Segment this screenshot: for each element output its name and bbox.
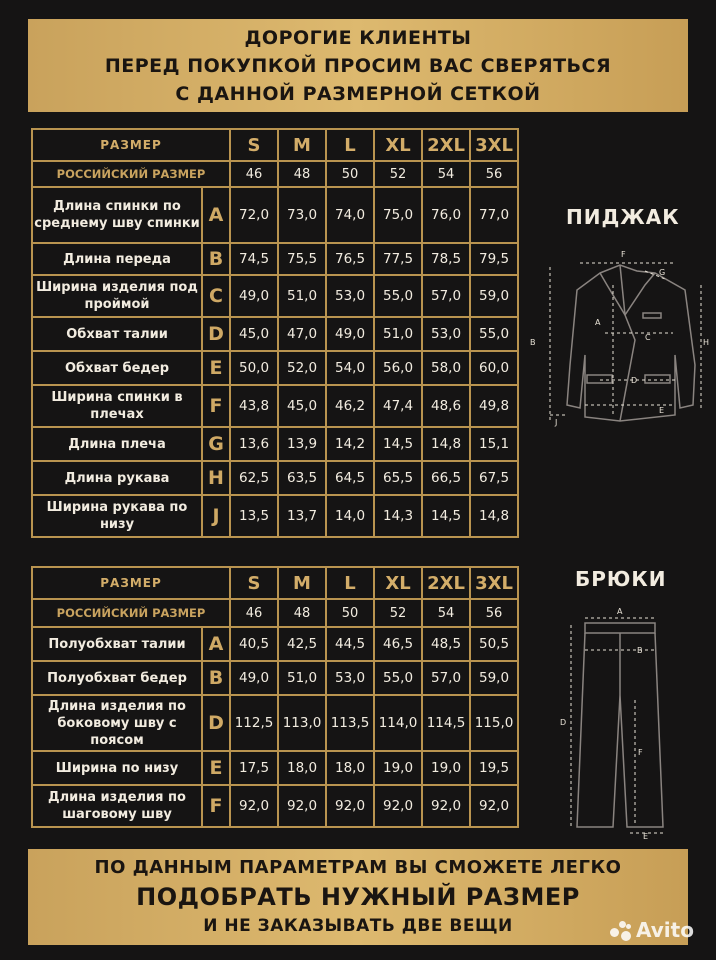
trousers-measurement-value: 18,0 — [326, 751, 374, 785]
trousers-size-0: S — [230, 567, 278, 599]
trousers-measurement-letter: E — [202, 751, 230, 785]
jacket-measurement-value: 55,0 — [470, 317, 518, 351]
trousers-measurement-label: Полуобхват талии — [32, 627, 202, 661]
jacket-title: ПИДЖАК — [566, 205, 680, 229]
jacket-measurement-value: 47,4 — [374, 385, 422, 427]
trousers-measurement-value: 92,0 — [326, 785, 374, 827]
footer-line-2: ПОДОБРАТЬ НУЖНЫЙ РАЗМЕР — [136, 883, 580, 911]
trousers-measurement-value: 48,5 — [422, 627, 470, 661]
trousers-ru-size-row — [32, 599, 518, 627]
jacket-measurement-row — [32, 385, 518, 427]
trousers-measurement-row — [32, 627, 518, 661]
trousers-measurement-value: 92,0 — [278, 785, 326, 827]
jacket-measurement-label: Ширина рукава по низу — [32, 495, 202, 537]
avito-logo-icon — [610, 919, 632, 941]
footer-line-3: И НЕ ЗАКАЗЫВАТЬ ДВЕ ВЕЩИ — [203, 916, 513, 936]
jacket-measurement-letter: F — [202, 385, 230, 427]
jacket-diagram — [525, 245, 715, 430]
trousers-measurement-value: 50,5 — [470, 627, 518, 661]
trousers-measurement-row — [32, 785, 518, 827]
jacket-diagram-label-b: B — [530, 338, 536, 347]
trousers-measurement-value: 59,0 — [470, 661, 518, 695]
jacket-measurement-value: 52,0 — [278, 351, 326, 385]
trousers-size-5: 3XL — [470, 567, 518, 599]
trousers-size-4: 2XL — [422, 567, 470, 599]
jacket-measurement-value: 50,0 — [230, 351, 278, 385]
trousers-measurement-label: Полуобхват бедер — [32, 661, 202, 695]
jacket-measurement-value: 13,9 — [278, 427, 326, 461]
trousers-diagram-label-f: F — [638, 748, 643, 757]
jacket-size-3: XL — [374, 129, 422, 161]
trousers-measurement-value: 19,0 — [422, 751, 470, 785]
header-banner — [28, 19, 688, 112]
jacket-diagram-label-c: C — [645, 333, 651, 342]
trousers-measurement-value: 46,5 — [374, 627, 422, 661]
jacket-measurement-value: 51,0 — [278, 275, 326, 317]
jacket-diagram-label-f: F — [621, 250, 626, 259]
jacket-measurement-value: 14,0 — [326, 495, 374, 537]
jacket-measurement-value: 45,0 — [278, 385, 326, 427]
jacket-measurement-value: 74,0 — [326, 187, 374, 243]
jacket-measurement-value: 58,0 — [422, 351, 470, 385]
jacket-size-4: 2XL — [422, 129, 470, 161]
jacket-measurement-label: Длина спинки по среднему шву спинки — [32, 187, 202, 243]
jacket-measurement-value: 45,0 — [230, 317, 278, 351]
jacket-measurement-label: Ширина изделия под проймой — [32, 275, 202, 317]
jacket-measurement-value: 67,5 — [470, 461, 518, 495]
jacket-measurement-label: Обхват талии — [32, 317, 202, 351]
trousers-diagram-label-b: B — [637, 646, 643, 655]
trousers-measurement-value: 44,5 — [326, 627, 374, 661]
jacket-measurement-value: 77,5 — [374, 243, 422, 275]
jacket-measurement-value: 79,5 — [470, 243, 518, 275]
jacket-diagram-label-g: G — [659, 268, 666, 277]
jacket-measurement-value: 14,3 — [374, 495, 422, 537]
jacket-measurement-value: 51,0 — [374, 317, 422, 351]
jacket-measurement-value: 14,8 — [470, 495, 518, 537]
jacket-measurement-value: 59,0 — [470, 275, 518, 317]
trousers-measurement-value: 18,0 — [278, 751, 326, 785]
jacket-measurement-value: 49,0 — [326, 317, 374, 351]
jacket-size-1: M — [278, 129, 326, 161]
trousers-header-row — [32, 567, 518, 599]
jacket-measurement-value: 62,5 — [230, 461, 278, 495]
trousers-measurement-value: 51,0 — [278, 661, 326, 695]
trousers-measurement-value: 19,0 — [374, 751, 422, 785]
trousers-measurement-value: 113,0 — [278, 695, 326, 751]
avito-watermark-text: Avito — [636, 918, 694, 942]
jacket-measurement-value: 49,8 — [470, 385, 518, 427]
trousers-ru-size-4: 54 — [422, 599, 470, 627]
trousers-measurement-label: Длина изделия по боковому шву с поясом — [32, 695, 202, 751]
jacket-measurement-row — [32, 187, 518, 243]
jacket-measurement-value: 55,0 — [374, 275, 422, 317]
trousers-measurement-row — [32, 751, 518, 785]
jacket-measurement-row — [32, 243, 518, 275]
trousers-measurement-letter: B — [202, 661, 230, 695]
jacket-ru-size-1: 48 — [278, 161, 326, 187]
jacket-measurement-row — [32, 427, 518, 461]
trousers-ru-size-label: РОССИЙСКИЙ РАЗМЕР — [32, 599, 230, 627]
jacket-measurement-letter: A — [202, 187, 230, 243]
trousers-measurement-value: 113,5 — [326, 695, 374, 751]
jacket-size-table — [31, 128, 519, 538]
jacket-measurement-value: 57,0 — [422, 275, 470, 317]
jacket-measurement-label: Обхват бедер — [32, 351, 202, 385]
jacket-measurement-value: 60,0 — [470, 351, 518, 385]
jacket-measurement-value: 49,0 — [230, 275, 278, 317]
jacket-diagram-label-d: D — [631, 376, 638, 385]
jacket-diagram-label-h: H — [703, 338, 710, 347]
trousers-measurement-value: 49,0 — [230, 661, 278, 695]
jacket-measurement-value: 72,0 — [230, 187, 278, 243]
jacket-ru-size-5: 56 — [470, 161, 518, 187]
jacket-size-5: 3XL — [470, 129, 518, 161]
trousers-measurement-label: Ширина по низу — [32, 751, 202, 785]
jacket-measurement-letter: G — [202, 427, 230, 461]
jacket-size-0: S — [230, 129, 278, 161]
jacket-measurement-value: 74,5 — [230, 243, 278, 275]
trousers-measurement-value: 19,5 — [470, 751, 518, 785]
trousers-measurement-value: 114,5 — [422, 695, 470, 751]
jacket-ru-size-row — [32, 161, 518, 187]
header-line-1: ДОРОГИЕ КЛИЕНТЫ — [244, 26, 472, 49]
jacket-measurement-label: Длина плеча — [32, 427, 202, 461]
jacket-measurement-value: 46,2 — [326, 385, 374, 427]
trousers-diagram-label-e: E — [643, 832, 649, 840]
jacket-measurement-value: 75,5 — [278, 243, 326, 275]
jacket-measurement-value: 13,5 — [230, 495, 278, 537]
avito-watermark — [610, 918, 694, 942]
jacket-measurement-letter: H — [202, 461, 230, 495]
trousers-measurement-letter: A — [202, 627, 230, 661]
trousers-ru-size-1: 48 — [278, 599, 326, 627]
trousers-ru-size-3: 52 — [374, 599, 422, 627]
trousers-size-1: M — [278, 567, 326, 599]
jacket-measurement-row — [32, 275, 518, 317]
jacket-measurement-value: 53,0 — [422, 317, 470, 351]
trousers-measurement-value: 40,5 — [230, 627, 278, 661]
trousers-measurement-value: 92,0 — [470, 785, 518, 827]
trousers-size-3: XL — [374, 567, 422, 599]
jacket-measurement-letter: C — [202, 275, 230, 317]
trousers-measurement-value: 112,5 — [230, 695, 278, 751]
trousers-measurement-letter: D — [202, 695, 230, 751]
trousers-measurement-value: 55,0 — [374, 661, 422, 695]
jacket-measurement-value: 43,8 — [230, 385, 278, 427]
jacket-measurement-value: 56,0 — [374, 351, 422, 385]
jacket-measurement-value: 14,5 — [422, 495, 470, 537]
jacket-measurement-value: 65,5 — [374, 461, 422, 495]
trousers-ru-size-2: 50 — [326, 599, 374, 627]
jacket-measurement-letter: B — [202, 243, 230, 275]
trousers-measurement-value: 114,0 — [374, 695, 422, 751]
jacket-measurement-label: Длина рукава — [32, 461, 202, 495]
jacket-measurement-value: 64,5 — [326, 461, 374, 495]
jacket-measurement-value: 54,0 — [326, 351, 374, 385]
trousers-measurement-value: 115,0 — [470, 695, 518, 751]
trousers-ru-size-5: 56 — [470, 599, 518, 627]
trousers-diagram-label-a: A — [617, 607, 623, 616]
jacket-measurement-row — [32, 317, 518, 351]
jacket-measurement-row — [32, 495, 518, 537]
trousers-ru-size-0: 46 — [230, 599, 278, 627]
jacket-measurement-value: 48,6 — [422, 385, 470, 427]
jacket-size-label: РАЗМЕР — [32, 129, 230, 161]
footer-banner — [28, 849, 688, 945]
jacket-measurement-value: 76,0 — [422, 187, 470, 243]
jacket-measurement-value: 73,0 — [278, 187, 326, 243]
trousers-measurement-value: 53,0 — [326, 661, 374, 695]
jacket-measurement-value: 13,7 — [278, 495, 326, 537]
trousers-size-table — [31, 566, 519, 828]
trousers-title: БРЮКИ — [575, 567, 667, 591]
trousers-size-2: L — [326, 567, 374, 599]
jacket-measurement-value: 14,5 — [374, 427, 422, 461]
trousers-measurement-label: Длина изделия по шаговому шву — [32, 785, 202, 827]
jacket-measurement-value: 66,5 — [422, 461, 470, 495]
jacket-measurement-value: 53,0 — [326, 275, 374, 317]
jacket-diagram-label-a: A — [595, 318, 601, 327]
jacket-ru-size-4: 54 — [422, 161, 470, 187]
trousers-measurement-row — [32, 661, 518, 695]
trousers-diagram — [555, 605, 685, 840]
jacket-measurement-value: 76,5 — [326, 243, 374, 275]
jacket-measurement-row — [32, 461, 518, 495]
jacket-size-2: L — [326, 129, 374, 161]
jacket-diagram-label-e: E — [659, 406, 665, 415]
jacket-measurement-value: 78,5 — [422, 243, 470, 275]
jacket-measurement-value: 13,6 — [230, 427, 278, 461]
jacket-measurement-value: 75,0 — [374, 187, 422, 243]
jacket-measurement-letter: D — [202, 317, 230, 351]
jacket-ru-size-3: 52 — [374, 161, 422, 187]
trousers-diagram-label-d: D — [560, 718, 567, 727]
trousers-measurement-value: 92,0 — [422, 785, 470, 827]
trousers-measurement-value: 42,5 — [278, 627, 326, 661]
trousers-measurement-row — [32, 695, 518, 751]
trousers-measurement-value: 17,5 — [230, 751, 278, 785]
trousers-measurement-value: 92,0 — [230, 785, 278, 827]
jacket-measurement-letter: E — [202, 351, 230, 385]
jacket-measurement-value: 14,2 — [326, 427, 374, 461]
jacket-ru-size-2: 50 — [326, 161, 374, 187]
trousers-measurement-letter: F — [202, 785, 230, 827]
header-line-2: ПЕРЕД ПОКУПКОЙ ПРОСИМ ВАС СВЕРЯТЬСЯ — [104, 54, 612, 77]
jacket-measurement-value: 14,8 — [422, 427, 470, 461]
jacket-ru-size-0: 46 — [230, 161, 278, 187]
trousers-size-label: РАЗМЕР — [32, 567, 230, 599]
jacket-ru-size-label: РОССИЙСКИЙ РАЗМЕР — [32, 161, 230, 187]
jacket-diagram-label-j: J — [555, 418, 558, 427]
jacket-measurement-value: 77,0 — [470, 187, 518, 243]
jacket-measurement-label: Длина переда — [32, 243, 202, 275]
jacket-measurement-label: Ширина спинки в плечах — [32, 385, 202, 427]
footer-line-1: ПО ДАННЫМ ПАРАМЕТРАМ ВЫ СМОЖЕТЕ ЛЕГКО — [94, 857, 622, 878]
jacket-header-row — [32, 129, 518, 161]
trousers-measurement-value: 92,0 — [374, 785, 422, 827]
jacket-measurement-value: 15,1 — [470, 427, 518, 461]
jacket-measurement-value: 47,0 — [278, 317, 326, 351]
trousers-measurement-value: 57,0 — [422, 661, 470, 695]
jacket-measurement-letter: J — [202, 495, 230, 537]
jacket-measurement-value: 63,5 — [278, 461, 326, 495]
jacket-measurement-row — [32, 351, 518, 385]
header-line-3: С ДАННОЙ РАЗМЕРНОЙ СЕТКОЙ — [175, 82, 541, 105]
